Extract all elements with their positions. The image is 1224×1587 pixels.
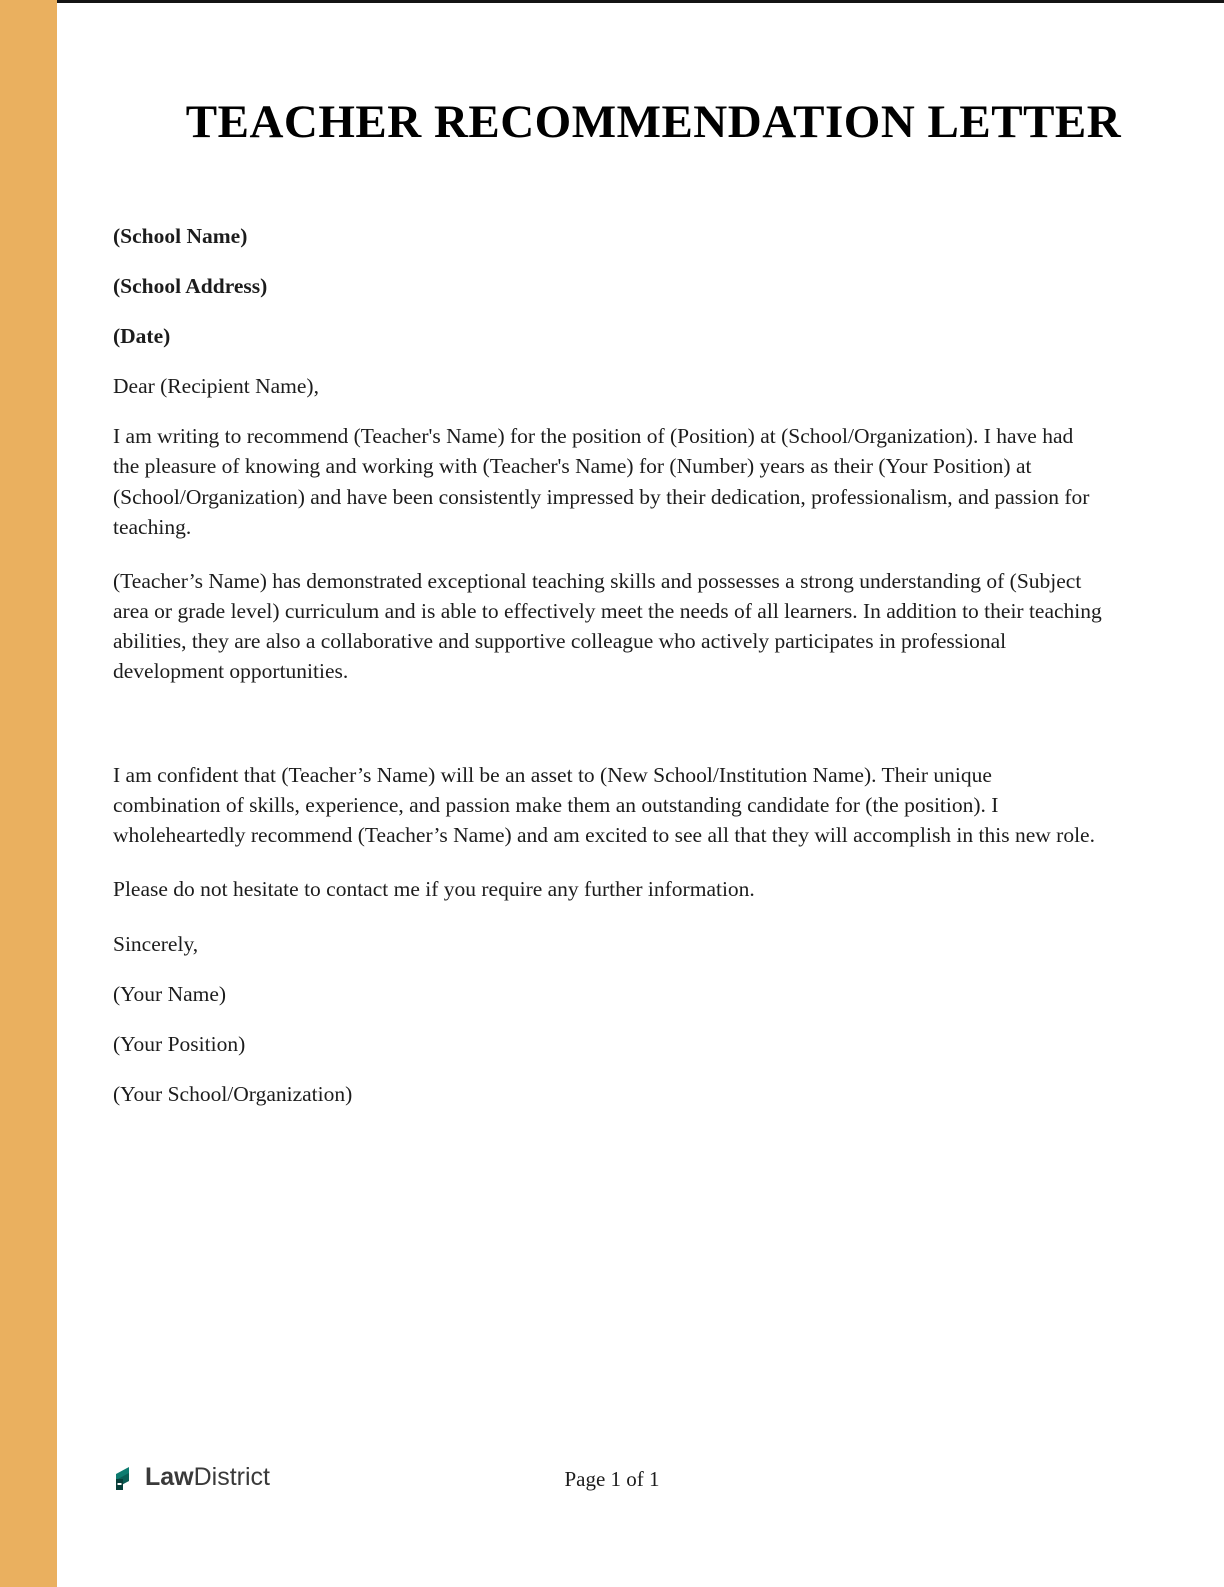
salutation-line: Dear (Recipient Name), bbox=[113, 374, 319, 399]
signature-organization-line: (Your School/Organization) bbox=[113, 1081, 353, 1106]
signature-position-line: (Your Position) bbox=[113, 1031, 246, 1056]
letter-body bbox=[113, 221, 1103, 1109]
logo-text-district: District bbox=[193, 1463, 271, 1491]
school-address-line: (School Address) bbox=[113, 274, 268, 299]
paragraph-introduction: I am writing to recommend (Teacher's Name) for the position of (Position) at (School/Organization). I have had the pleasure of knowing and working with (Teacher's Name) for (Number) years as their (Your Position) at (School/Organization) and have been consistently impressed by their dedication, professionalism, and passion for teaching. bbox=[113, 424, 1090, 539]
paragraph-endorsement: I am confident that (Teacher’s Name) will be an asset to (New School/Institution Name). Their unique combination of skills, experience, and passion make them an outstanding candidate for (the position). I wholeheartedly recommend (Teacher’s Name) and am excited to see all that they will accomplish in this new role. bbox=[113, 763, 1095, 848]
lawdistrict-logo bbox=[113, 1463, 270, 1492]
school-name-line: (School Name) bbox=[113, 224, 248, 248]
contact-line: Please do not hesitate to contact me if you require any further information. bbox=[113, 877, 755, 902]
letter-page bbox=[57, 0, 1224, 1587]
lawdistrict-logo-icon bbox=[113, 1464, 139, 1492]
lawdistrict-logo-text bbox=[145, 1463, 270, 1492]
signature-name-line: (Your Name) bbox=[113, 981, 227, 1006]
closing-line: Sincerely, bbox=[113, 931, 199, 956]
page-number-indicator: Page 1 of 1 bbox=[564, 1467, 660, 1491]
date-line: (Date) bbox=[113, 324, 171, 349]
paragraph-skills: (Teacher’s Name) has demonstrated exceptional teaching skills and possesses a strong understanding of (Subject area or grade level) curriculum and is able to effectively meet the needs of all learners. In addition to their teaching abilities, they are also a collaborative and supportive colleague who actively participates in professional development opportunities. bbox=[113, 568, 1102, 684]
logo-text-law: Law bbox=[145, 1463, 194, 1491]
left-accent-stripe bbox=[0, 0, 57, 1587]
page-footer bbox=[0, 1463, 1224, 1499]
page-title: TEACHER RECOMMENDATION LETTER bbox=[185, 96, 1122, 148]
